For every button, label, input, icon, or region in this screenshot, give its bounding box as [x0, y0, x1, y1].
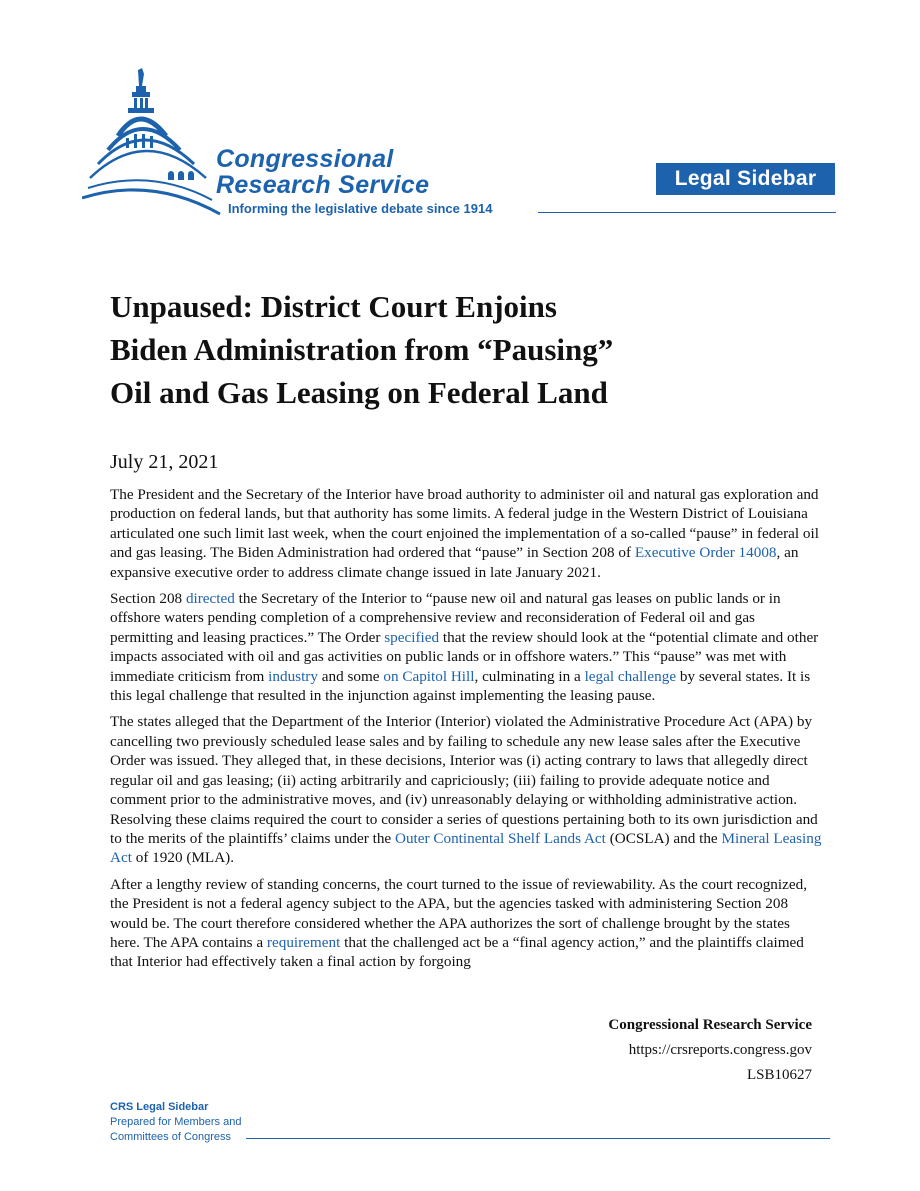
org-tagline: Informing the legislative debate since 1914 [228, 201, 493, 216]
org-name-line1: Congressional [216, 145, 394, 173]
footer-org: Congressional Research Service [608, 1017, 812, 1033]
bottom-line-2: Prepared for Members and [110, 1116, 242, 1128]
link-specified[interactable]: specified [384, 628, 440, 646]
footer-info [608, 1013, 812, 1088]
text-run: that the challenged act be a “final agency action,” and the plaintiffs claimed that Interior had effectively taken a final action by forgoing [110, 933, 804, 971]
link-requirement[interactable]: requirement [266, 933, 341, 951]
header-rule [538, 212, 836, 213]
page-header [0, 0, 920, 230]
text-run: (OCSLA) and the [605, 829, 722, 847]
article-body [110, 485, 822, 979]
title-line-1: Unpaused: District Court Enjoins [110, 289, 557, 324]
link-capitol-hill[interactable]: on Capitol Hill [383, 667, 475, 685]
capitol-dome-icon [82, 64, 222, 216]
text-run: of 1920 (MLA). [131, 849, 235, 867]
paragraph-4 [110, 875, 822, 972]
text-run: After a lengthy review of standing concerns, the court turned to the issue of reviewability. As the court recognized, the President is not a federal agency subject to the APA, but the agencies tasked with administering Section 208 would be. The court therefore considered whether the APA authorizes the sort of challenge brought by the states here. The APA contains a [110, 875, 807, 951]
link-ocsla[interactable]: Outer Continental Shelf Lands Act [394, 829, 606, 847]
title-line-3: Oil and Gas Leasing on Federal Land [110, 375, 608, 410]
page-title [110, 285, 830, 414]
paragraph-1 [110, 485, 822, 582]
link-directed[interactable]: directed [185, 590, 235, 608]
text-run: and some [317, 667, 384, 685]
link-industry[interactable]: industry [268, 667, 318, 685]
link-mineral-leasing-act[interactable]: Mineral Leasing Act [110, 829, 822, 867]
text-run: The states alleged that the Department of the Interior (Interior) violated the Administrative Procedure Act (APA) by cancelling two previously scheduled lease sales and by failing to schedule any new lease sales after the Executive Order was issued. They alleged that, in these decisions, Interior was (i) acting contrary to laws that allegedly direct regular oil and gas leasing; (ii) acting arbitrarily and capriciously; (iii) failing to provide adequate notice and comment prior to the administrative moves, and (iv) unreasonably delaying or withholding administrative action. Resolving these claims required the court to consider a series of questions pertaining both to its own jurisdiction and to the merits of the plaintiffs’ claims under the [110, 713, 818, 847]
legal-sidebar-badge: Legal Sidebar [656, 163, 835, 195]
bottom-rule [246, 1138, 830, 1139]
bottom-line-1: CRS Legal Sidebar [110, 1101, 209, 1113]
footer-report-id: LSB10627 [746, 1067, 812, 1083]
bottom-label [110, 1100, 241, 1145]
publication-date: July 21, 2021 [110, 451, 219, 473]
text-run: Section 208 [110, 590, 186, 608]
bottom-line-3: Committees of Congress [110, 1131, 232, 1143]
text-run: The President and the Secretary of the Interior have broad authority to administer oil and natural gas exploration and production on federal lands, but that authority has some limits. A federal judge in the Western District of Louisiana articulated one such limit last week, when the court enjoined the implementation of a so-called “pause” in federal oil and gas leasing. The Biden Administration had ordered that “pause” in Section 208 of [110, 486, 819, 562]
link-executive-order[interactable]: Executive Order 14008 [634, 544, 777, 562]
org-name [216, 146, 429, 198]
footer-url[interactable]: https://crsreports.congress.gov [628, 1042, 812, 1058]
text-run: , culminating in a [474, 667, 585, 685]
text-run: by several states. It is this legal challenge that resulted in the injunction against implementing the leasing pause. [110, 667, 811, 705]
text-run: , an expansive executive order to address climate change issued in late January 2021. [110, 544, 799, 581]
org-name-line2: Research Service [216, 171, 430, 199]
text-run: that the review should look at the “potential climate and other impacts associated with oil and gas activities on public lands or in offshore waters.” This “pause” was met with immediate criticism from [110, 628, 819, 685]
paragraph-2 [110, 589, 822, 705]
title-line-2: Biden Administration from “Pausing” [110, 332, 614, 367]
text-run: the Secretary of the Interior to “pause new oil and natural gas leases on public lands or in offshore waters pending completion of a comprehensive review and reconsideration of Federal oil and gas permitting and leasing practices.” The Order [110, 590, 781, 646]
paragraph-3 [110, 712, 822, 867]
link-legal-challenge[interactable]: legal challenge [584, 667, 677, 685]
